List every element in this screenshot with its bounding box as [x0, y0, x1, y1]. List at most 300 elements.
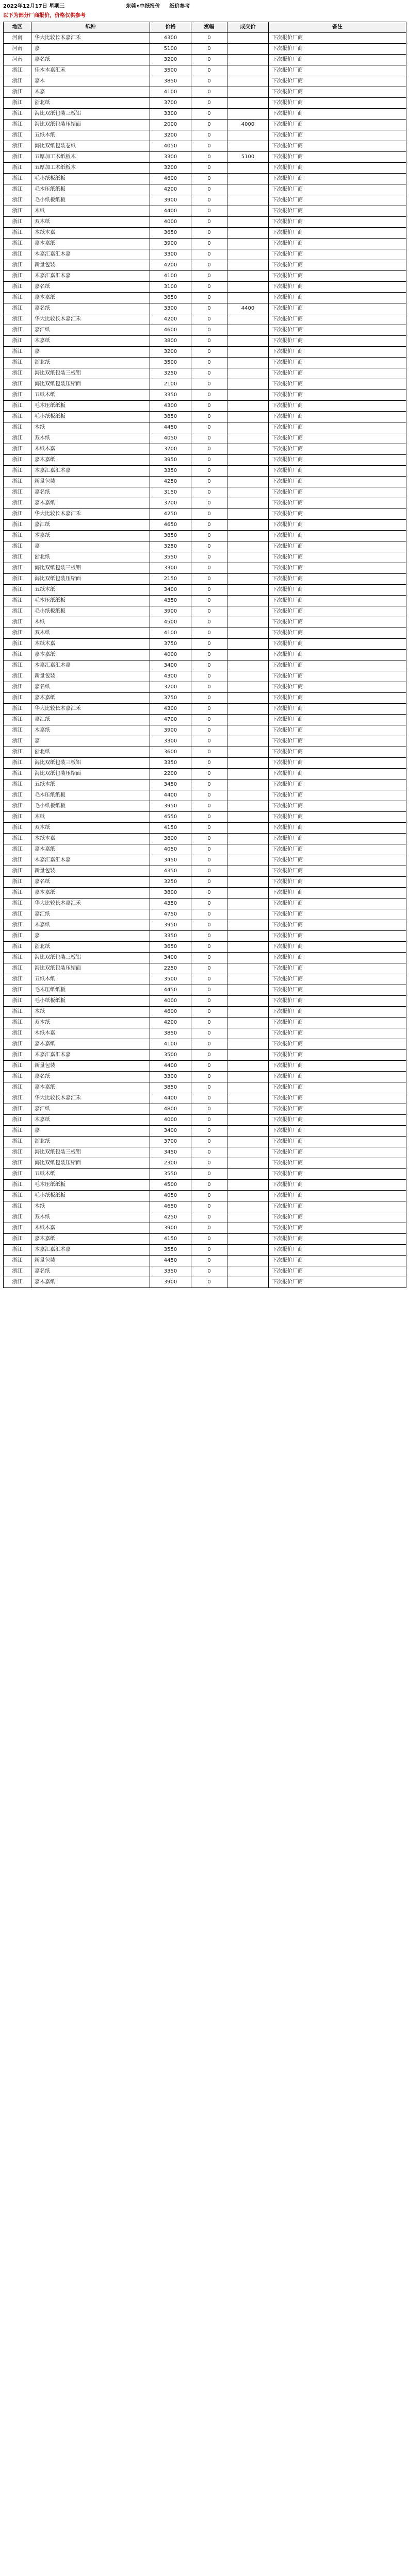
change-cell: 0	[191, 541, 227, 552]
note-cell: 下次报价厂商	[269, 336, 406, 347]
deal-cell	[227, 1191, 269, 1201]
deal-cell	[227, 260, 269, 271]
table-row	[4, 336, 406, 347]
change-cell: 0	[191, 65, 227, 76]
product-cell: 嘉汇纸	[31, 325, 150, 336]
deal-cell	[227, 963, 269, 974]
deal-cell	[227, 1115, 269, 1126]
product-cell: 海比双纸包装三板铝	[31, 563, 150, 574]
price-cell: 3800	[150, 834, 191, 844]
change-cell: 0	[191, 477, 227, 487]
note-cell: 下次报价厂商	[269, 520, 406, 531]
deal-cell	[227, 899, 269, 909]
table-row	[4, 433, 406, 444]
table-row	[4, 606, 406, 617]
region-cell: 浙江	[4, 152, 31, 163]
region-cell: 浙江	[4, 953, 31, 963]
table-row	[4, 1137, 406, 1147]
change-cell: 0	[191, 228, 227, 239]
note-cell: 下次报价厂商	[269, 1050, 406, 1061]
region-cell: 河南	[4, 33, 31, 44]
change-cell: 0	[191, 769, 227, 779]
deal-cell	[227, 1169, 269, 1180]
product-cell: 木嘉汇嘉汇木嘉	[31, 271, 150, 282]
note-cell: 下次报价厂商	[269, 585, 406, 596]
deal-cell	[227, 1050, 269, 1061]
note-cell: 下次报价厂商	[269, 1082, 406, 1093]
region-cell: 浙江	[4, 120, 31, 130]
region-cell: 浙江	[4, 487, 31, 498]
region-cell: 浙江	[4, 379, 31, 390]
note-cell: 下次报价厂商	[269, 239, 406, 249]
note-cell: 下次报价厂商	[269, 303, 406, 314]
change-cell: 0	[191, 866, 227, 877]
price-cell: 4200	[150, 1018, 191, 1028]
region-cell: 浙江	[4, 1028, 31, 1039]
table-row	[4, 358, 406, 368]
deal-cell	[227, 985, 269, 996]
change-cell: 0	[191, 1093, 227, 1104]
price-cell: 4100	[150, 271, 191, 282]
product-cell: 五纸木纸	[31, 390, 150, 401]
change-cell: 0	[191, 725, 227, 736]
note-cell: 下次报价厂商	[269, 606, 406, 617]
table-row	[4, 1072, 406, 1082]
deal-cell	[227, 693, 269, 704]
note-cell: 下次报价厂商	[269, 1115, 406, 1126]
price-cell: 4150	[150, 823, 191, 834]
price-cell: 4150	[150, 1234, 191, 1245]
region-cell: 浙江	[4, 401, 31, 412]
region-cell: 浙江	[4, 779, 31, 790]
note-cell: 下次报价厂商	[269, 628, 406, 639]
price-cell: 3700	[150, 98, 191, 109]
deal-cell	[227, 660, 269, 671]
deal-cell	[227, 498, 269, 509]
deal-cell	[227, 65, 269, 76]
price-cell: 4400	[150, 206, 191, 217]
change-cell: 0	[191, 574, 227, 585]
deal-cell	[227, 823, 269, 834]
header-note: 纸价参考	[169, 4, 190, 9]
price-cell: 4400	[150, 1061, 191, 1072]
deal-cell	[227, 942, 269, 953]
price-cell: 4400	[150, 1093, 191, 1104]
table-row	[4, 1082, 406, 1093]
deal-cell	[227, 433, 269, 444]
change-cell: 0	[191, 1234, 227, 1245]
price-cell: 3600	[150, 747, 191, 758]
note-cell: 下次报价厂商	[269, 163, 406, 174]
table-row	[4, 498, 406, 509]
region-cell: 浙江	[4, 909, 31, 920]
deal-cell	[227, 1277, 269, 1288]
price-cell: 2250	[150, 963, 191, 974]
product-cell: 华大比较长木嘉汇禾	[31, 704, 150, 715]
price-cell: 4050	[150, 433, 191, 444]
product-cell: 木纸	[31, 1201, 150, 1212]
table-row	[4, 725, 406, 736]
change-cell: 0	[191, 109, 227, 120]
change-cell: 0	[191, 195, 227, 206]
change-cell: 0	[191, 1266, 227, 1277]
price-cell: 3500	[150, 1050, 191, 1061]
note-cell: 下次报价厂商	[269, 55, 406, 65]
note-cell: 下次报价厂商	[269, 931, 406, 942]
deal-cell	[227, 1061, 269, 1072]
table-row	[4, 401, 406, 412]
price-cell: 3650	[150, 228, 191, 239]
note-cell: 下次报价厂商	[269, 596, 406, 606]
note-cell: 下次报价厂商	[269, 715, 406, 725]
product-cell: 新量包装	[31, 1256, 150, 1266]
change-cell: 0	[191, 736, 227, 747]
deal-cell	[227, 725, 269, 736]
region-cell: 浙江	[4, 985, 31, 996]
table-row	[4, 1158, 406, 1169]
region-cell: 浙江	[4, 844, 31, 855]
deal-cell	[227, 390, 269, 401]
region-cell: 浙江	[4, 1277, 31, 1288]
change-cell: 0	[191, 422, 227, 433]
table-row	[4, 563, 406, 574]
change-cell: 0	[191, 130, 227, 141]
deal-cell: 5100	[227, 152, 269, 163]
product-cell: 木纸	[31, 422, 150, 433]
region-cell: 浙江	[4, 368, 31, 379]
region-cell: 浙江	[4, 617, 31, 628]
price-cell: 4450	[150, 422, 191, 433]
price-cell: 3300	[150, 736, 191, 747]
table-row	[4, 974, 406, 985]
deal-cell	[227, 455, 269, 466]
change-cell: 0	[191, 1245, 227, 1256]
table-row	[4, 44, 406, 55]
table-row	[4, 639, 406, 650]
note-cell: 下次报价厂商	[269, 747, 406, 758]
table-row	[4, 1191, 406, 1201]
deal-cell	[227, 55, 269, 65]
change-cell: 0	[191, 1147, 227, 1158]
deal-cell	[227, 1018, 269, 1028]
product-cell: 嘉	[31, 931, 150, 942]
region-cell: 浙江	[4, 790, 31, 801]
product-cell: 嘉木嘉纸	[31, 844, 150, 855]
region-cell: 浙江	[4, 1256, 31, 1266]
change-cell: 0	[191, 120, 227, 130]
region-cell: 浙江	[4, 585, 31, 596]
change-cell: 0	[191, 1126, 227, 1137]
price-cell: 4550	[150, 812, 191, 823]
product-cell: 木嘉纸	[31, 920, 150, 931]
product-cell: 嘉木嘉纸	[31, 498, 150, 509]
region-cell: 浙江	[4, 628, 31, 639]
note-cell: 下次报价厂商	[269, 617, 406, 628]
table-row	[4, 130, 406, 141]
change-cell: 0	[191, 141, 227, 152]
region-cell: 浙江	[4, 1050, 31, 1061]
change-cell: 0	[191, 271, 227, 282]
product-cell: 华大比较长木嘉汇禾	[31, 509, 150, 520]
note-cell: 下次报价厂商	[269, 888, 406, 899]
region-cell: 浙江	[4, 671, 31, 682]
product-cell: 海比双纸包装压缩面	[31, 574, 150, 585]
price-cell: 3750	[150, 639, 191, 650]
price-cell: 3700	[150, 498, 191, 509]
table-row	[4, 1093, 406, 1104]
note-cell: 下次报价厂商	[269, 942, 406, 953]
change-cell: 0	[191, 1018, 227, 1028]
product-cell: 浙北纸	[31, 747, 150, 758]
table-row	[4, 444, 406, 455]
product-cell: 浙北纸	[31, 942, 150, 953]
change-cell: 0	[191, 260, 227, 271]
note-cell: 下次报价厂商	[269, 325, 406, 336]
price-cell: 3200	[150, 130, 191, 141]
change-cell: 0	[191, 1072, 227, 1082]
note-cell: 下次报价厂商	[269, 1126, 406, 1137]
region-cell: 浙江	[4, 1093, 31, 1104]
product-cell: 木纸	[31, 617, 150, 628]
table-row	[4, 531, 406, 541]
table-row	[4, 1266, 406, 1277]
product-cell: 海比双纸包装三板铝	[31, 758, 150, 769]
deal-cell	[227, 1266, 269, 1277]
deal-cell	[227, 877, 269, 888]
change-cell: 0	[191, 44, 227, 55]
region-cell: 浙江	[4, 1126, 31, 1137]
region-cell: 浙江	[4, 412, 31, 422]
deal-cell	[227, 249, 269, 260]
price-cell: 4000	[150, 1115, 191, 1126]
note-cell: 下次报价厂商	[269, 736, 406, 747]
deal-cell	[227, 163, 269, 174]
price-cell: 3350	[150, 931, 191, 942]
price-cell: 3200	[150, 347, 191, 358]
note-cell: 下次报价厂商	[269, 1158, 406, 1169]
change-cell: 0	[191, 325, 227, 336]
price-cell: 3200	[150, 55, 191, 65]
table-row	[4, 98, 406, 109]
table-row	[4, 390, 406, 401]
product-cell: 五厚加工木纸板木	[31, 163, 150, 174]
price-cell: 3400	[150, 660, 191, 671]
product-cell: 五厚加工木纸板木	[31, 152, 150, 163]
product-cell: 浙北纸	[31, 358, 150, 368]
price-cell: 4250	[150, 1212, 191, 1223]
product-cell: 嘉木嘉纸	[31, 1039, 150, 1050]
change-cell: 0	[191, 412, 227, 422]
product-cell: 浙北纸	[31, 1137, 150, 1147]
price-cell: 3900	[150, 239, 191, 249]
change-cell: 0	[191, 963, 227, 974]
table-row	[4, 477, 406, 487]
product-cell: 海比双纸包装压缩面	[31, 379, 150, 390]
product-cell: 新量包装	[31, 866, 150, 877]
deal-cell	[227, 358, 269, 368]
deal-cell	[227, 747, 269, 758]
col-change-header: 涨幅	[191, 22, 227, 33]
price-cell: 4000	[150, 650, 191, 660]
product-cell: 嘉名纸	[31, 282, 150, 293]
table-row	[4, 1212, 406, 1223]
change-cell: 0	[191, 693, 227, 704]
change-cell: 0	[191, 184, 227, 195]
price-cell: 2000	[150, 120, 191, 130]
region-cell: 浙江	[4, 498, 31, 509]
note-cell: 下次报价厂商	[269, 271, 406, 282]
price-cell: 3900	[150, 1223, 191, 1234]
price-cell: 3350	[150, 390, 191, 401]
price-cell: 3400	[150, 585, 191, 596]
note-cell: 下次报价厂商	[269, 466, 406, 477]
change-cell: 0	[191, 1082, 227, 1093]
note-cell: 下次报价厂商	[269, 76, 406, 87]
region-cell: 浙江	[4, 65, 31, 76]
table-row	[4, 206, 406, 217]
product-cell: 木嘉汇嘉汇木嘉	[31, 1050, 150, 1061]
table-row	[4, 596, 406, 606]
price-table	[3, 22, 406, 1288]
product-cell: 双木纸	[31, 1212, 150, 1223]
note-cell: 下次报价厂商	[269, 1180, 406, 1191]
region-cell: 浙江	[4, 87, 31, 98]
change-cell: 0	[191, 33, 227, 44]
table-row	[4, 293, 406, 303]
region-cell: 浙江	[4, 206, 31, 217]
table-row	[4, 325, 406, 336]
deal-cell	[227, 844, 269, 855]
price-cell: 3200	[150, 163, 191, 174]
table-row	[4, 1018, 406, 1028]
change-cell: 0	[191, 1256, 227, 1266]
change-cell: 0	[191, 1115, 227, 1126]
deal-cell	[227, 368, 269, 379]
note-cell: 下次报价厂商	[269, 44, 406, 55]
table-row	[4, 412, 406, 422]
change-cell: 0	[191, 563, 227, 574]
change-cell: 0	[191, 953, 227, 963]
note-cell: 下次报价厂商	[269, 498, 406, 509]
note-cell: 下次报价厂商	[269, 953, 406, 963]
product-cell: 嘉名纸	[31, 487, 150, 498]
region-cell: 浙江	[4, 531, 31, 541]
change-cell: 0	[191, 1191, 227, 1201]
price-cell: 4650	[150, 520, 191, 531]
table-row	[4, 931, 406, 942]
price-cell: 3800	[150, 336, 191, 347]
table-row	[4, 76, 406, 87]
note-cell: 下次报价厂商	[269, 433, 406, 444]
price-cell: 4250	[150, 477, 191, 487]
product-cell: 嘉木嘉纸	[31, 1234, 150, 1245]
product-cell: 海比双纸包装三板铝	[31, 109, 150, 120]
deal-cell	[227, 801, 269, 812]
product-cell: 新量包装	[31, 477, 150, 487]
product-cell: 海比双纸包装压缩面	[31, 120, 150, 130]
note-cell: 下次报价厂商	[269, 358, 406, 368]
price-cell: 3150	[150, 487, 191, 498]
region-cell: 浙江	[4, 1007, 31, 1018]
deal-cell	[227, 293, 269, 303]
table-row	[4, 314, 406, 325]
note-cell: 下次报价厂商	[269, 844, 406, 855]
price-cell: 3900	[150, 725, 191, 736]
price-cell: 4200	[150, 184, 191, 195]
table-row	[4, 844, 406, 855]
region-cell: 浙江	[4, 1234, 31, 1245]
change-cell: 0	[191, 985, 227, 996]
region-cell: 浙江	[4, 931, 31, 942]
price-cell: 4350	[150, 866, 191, 877]
deal-cell	[227, 1256, 269, 1266]
price-cell: 3700	[150, 444, 191, 455]
change-cell: 0	[191, 1061, 227, 1072]
change-cell: 0	[191, 996, 227, 1007]
price-cell: 3400	[150, 953, 191, 963]
product-cell: 嘉名纸	[31, 1266, 150, 1277]
note-cell: 下次报价厂商	[269, 228, 406, 239]
change-cell: 0	[191, 888, 227, 899]
note-cell: 下次报价厂商	[269, 65, 406, 76]
product-cell: 五纸木纸	[31, 974, 150, 985]
price-cell: 4300	[150, 401, 191, 412]
note-cell: 下次报价厂商	[269, 444, 406, 455]
price-cell: 4600	[150, 1007, 191, 1018]
table-body	[4, 33, 406, 1288]
table-row	[4, 152, 406, 163]
product-cell: 木嘉汇嘉汇木嘉	[31, 1245, 150, 1256]
note-cell: 下次报价厂商	[269, 1104, 406, 1115]
table-row	[4, 33, 406, 44]
table-row	[4, 758, 406, 769]
note-cell: 下次报价厂商	[269, 206, 406, 217]
change-cell: 0	[191, 1180, 227, 1191]
product-cell: 木纸	[31, 812, 150, 823]
price-cell: 3300	[150, 109, 191, 120]
region-cell: 浙江	[4, 477, 31, 487]
deal-cell	[227, 920, 269, 931]
price-cell: 4600	[150, 174, 191, 184]
region-cell: 浙江	[4, 996, 31, 1007]
deal-cell	[227, 682, 269, 693]
change-cell: 0	[191, 347, 227, 358]
table-row	[4, 942, 406, 953]
change-cell: 0	[191, 206, 227, 217]
subheader: 以下为部分厂商报价，价格仅供参考	[3, 13, 86, 19]
change-cell: 0	[191, 76, 227, 87]
region-cell: 浙江	[4, 174, 31, 184]
header-date: 2022年12月17日 星期三	[3, 4, 65, 9]
note-cell: 下次报价厂商	[269, 909, 406, 920]
table-row	[4, 1007, 406, 1018]
table-row	[4, 963, 406, 974]
product-cell: 嘉	[31, 44, 150, 55]
table-row	[4, 585, 406, 596]
deal-cell	[227, 239, 269, 249]
region-cell: 浙江	[4, 217, 31, 228]
deal-cell	[227, 909, 269, 920]
product-cell: 双木纸	[31, 823, 150, 834]
deal-cell	[227, 574, 269, 585]
price-cell: 3500	[150, 65, 191, 76]
note-cell: 下次报价厂商	[269, 401, 406, 412]
deal-cell	[227, 130, 269, 141]
change-cell: 0	[191, 303, 227, 314]
price-cell: 4000	[150, 217, 191, 228]
product-cell: 毛木压纸纸板	[31, 790, 150, 801]
region-cell: 浙江	[4, 758, 31, 769]
